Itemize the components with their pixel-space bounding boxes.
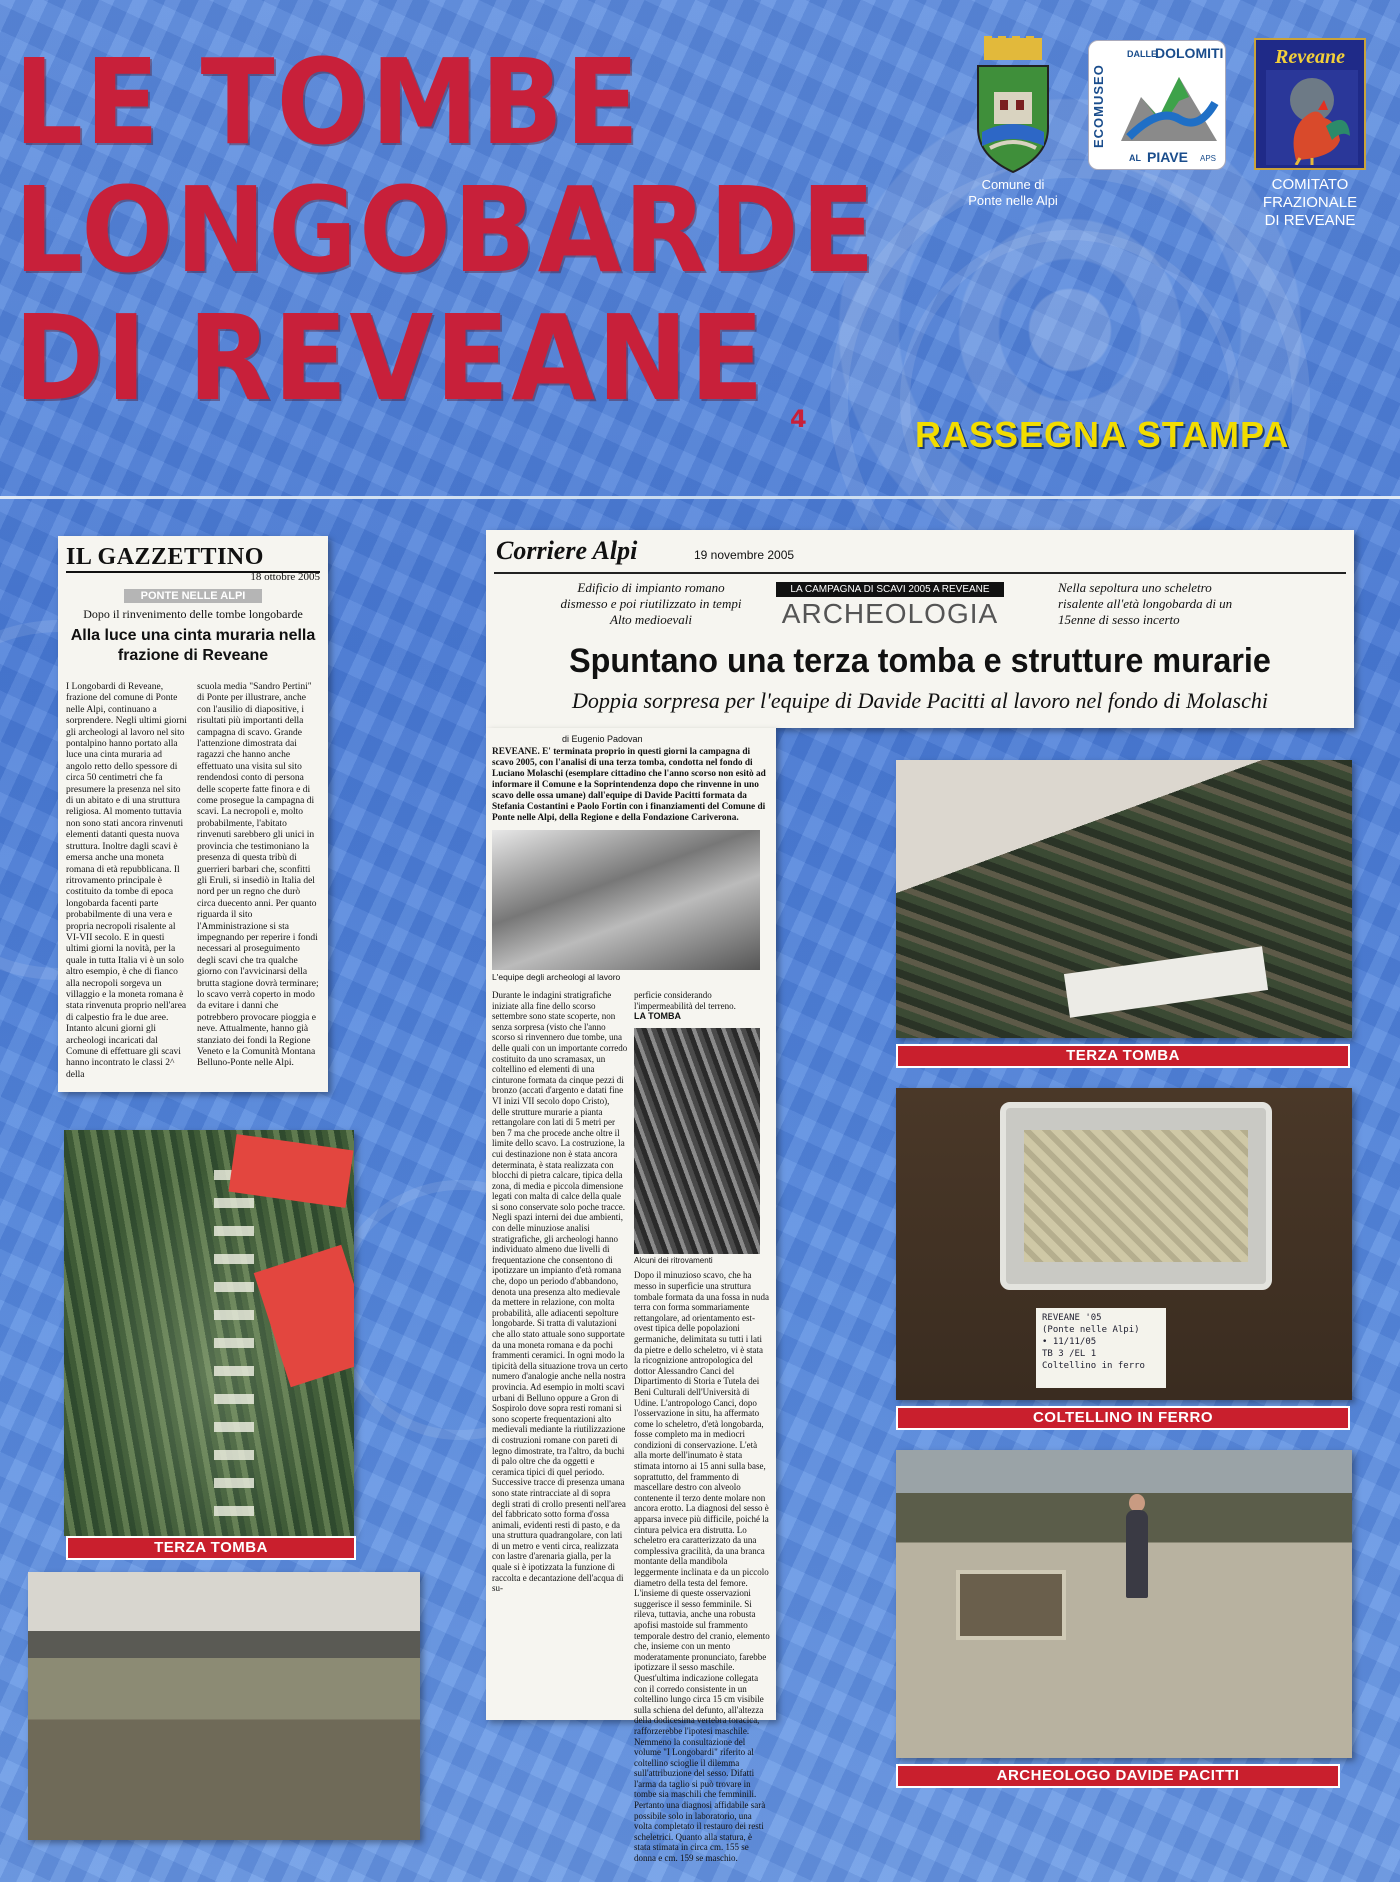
caption-terza-tomba-left: TERZA TOMBA [66, 1536, 356, 1560]
person [1126, 1510, 1148, 1598]
page-number: 4 [790, 405, 807, 433]
comune-caption: Ponte nelle Alpi [968, 193, 1058, 208]
corriere-column: Durante le indagini stratigrafiche iniziate alla fine dello scorso settembre sono state scoperte, non senza sorpresa (visto che l'anno scorso si rinvennero due tombe, una delle quali con un importante corredo costituito da uno scramasax, un coltellino ed elementi di una cinturone formata da cinque pezzi di bronzo (accati d'argento e datati fine VI inizi VII secolo dopo Cristo), delle strutture murarie a pianta rettangolare con lati di 5 metri per ben 7 ma che procede anche oltre il limite dello scavo. La costruzione, la cui destinazione non è stata ancora determinata, è stata realizzata con blocchi di pietra calcare, tipica della zona, di media e piccola dimensione legati con malta di calce della quale si sono conservate solo poche tracce. Negli spazi interni dei due ambienti, con delle minuziose analisi stratigrafiche, gli archeologi hanno individuato almeno due livelli di frequentazione che consentono di ipotizzare un impianto d'età romana che, dopo un periodo d'abbandono, denota una presenza alto medievale da mettere in relazione, con molta probabilità, alle adiacenti sepolture longobarde. Si tratta di valutazioni che allo stato attuale sono supportate da una moneta romana e da pochi frammenti ceramici. In ogni modo la tipicità della situazione trova un certo numero d'analogie anche nella nostra provincia. Ad esempio in molti scavi urbani di Belluno oppure a Gron di Sospirolo dove sopra resti romani si sono scoperte frequentazioni alto medievali mediante la riutilizzazione di costruzioni romane con pareti di legno dimostrate, tra l'altro, da buchi di palo oltre che da oggetti e ceramica tipici di quel periodo. Successive tracce di presenza umana sono state rintracciate al di sopra degli strati di crollo presenti nell'area del fabbricato sotto forma d'ossa animali, evidenti resti di pasto, e da una struttura quadrangolare, con lati di un metro e venti circa, realizzata con lastre d'arenaria gialla, per la quale si è ipotizzata la funzione di raccolta e decantazione dell'acqua di su- [492, 990, 628, 1594]
finds-photo [634, 1028, 760, 1254]
title-line: DI REVEANE [14, 289, 766, 427]
knife-photo [896, 1088, 1352, 1400]
ecomuseo-aps: APS [1200, 154, 1217, 163]
ecomuseo-map-icon [1119, 67, 1219, 147]
corriere-kicker-left: Edificio di impianto romano dismesso e poi riutilizzato in tempi Alto medioevali [560, 580, 742, 627]
corriere-article-header [486, 530, 1354, 728]
comune-caption: Comune di [981, 177, 1045, 192]
team-photo [492, 830, 760, 970]
title-line: LONGOBARDE [14, 161, 877, 299]
caption-coltellino: COLTELLINO IN FERRO [896, 1406, 1350, 1430]
corriere-kicker-right: Nella sepoltura uno scheletro risalente all'età longobarda di un 15enne di sesso incerto [1058, 580, 1233, 627]
gazzettino-masthead: IL GAZZETTINO [66, 544, 320, 573]
stone-slab [1064, 946, 1268, 1017]
rooster-icon [1266, 70, 1358, 165]
page-title [14, 33, 877, 427]
gazzettino-headline: Alla luce una cinta muraria nella frazione di Reveane [70, 627, 316, 664]
grave-photo-left [64, 1130, 354, 1536]
ecomuseo-dalle: DALLE [1127, 49, 1157, 59]
corriere-campaign-label: LA CAMPAGNA DI SCAVI 2005 A REVEANE [776, 582, 1004, 597]
corriere-masthead: Corriere Alpi [496, 536, 638, 565]
gazzettino-article [58, 536, 328, 1092]
ecomuseo-piave: PIAVE [1147, 149, 1188, 165]
gazzettino-date: 18 ottobre 2005 [250, 571, 320, 583]
corriere-headline: Spuntano una terza tomba e strutture murarie [569, 642, 1271, 680]
find-label-line: Coltellino in ferro [1042, 1361, 1145, 1371]
gazzettino-column: I Longobardi di Reveane, frazione del comune di Ponte nelle Alpi, continuano a sorprendere. Negli ultimi giorni gli archeologi al lavoro nel sito pontalpino hanno portato alla luce una cinta muraria ad angolo retto dello spessore di circa 50 centimetri che fa presumere la presenza nel sito di un abitato e di una struttura religiosa. Al momento tuttavia non sono stati ancora rinvenuti elementi datanti questa nuova struttura. Inoltre dagli scavi è emersa anche una moneta romana di età repubblicana. Il ritrovamento principale è costituito da tombe di epoca longobarda facenti parte probabilmente di una vera e propria necropoli risalente al VI-VII secolo. E in questi ultimi giorni la novità, per la quale in tutta Italia vi è un solo altro esempio, è che di fianco alla necropoli sorgeva un villaggio e la moneta romana è stata rinvenuta proprio nell'area di calpestio fra le due aree. Intanto alcuni giorni gli archeologi incaricati dal Comune di effettuare gli scavi hanno incontrato le classi 2^ della [66, 682, 187, 1080]
corriere-section: ARCHEOLOGIA [781, 598, 999, 629]
caption-archeologo: ARCHEOLOGO DAVIDE PACITTI [896, 1764, 1340, 1788]
corriere-column: perficie considerando l'impermeabilità del terreno. [634, 990, 736, 1011]
photo-caption: L'equipe degli archeologi al lavoro [492, 972, 621, 982]
red-marker [254, 1245, 354, 1388]
corriere-date: 19 novembre 2005 [694, 548, 795, 562]
caption-terza-tomba-right: TERZA TOMBA [896, 1044, 1350, 1068]
comitato-line: FRAZIONALE [1262, 194, 1358, 211]
coat-of-arms-icon [972, 36, 1054, 176]
stone-outline [214, 1170, 254, 1530]
gazzettino-section: PONTE NELLE ALPI [124, 589, 262, 603]
archaeologist-photo [896, 1450, 1352, 1758]
find-label-line: (Ponte nelle Alpi) [1042, 1325, 1140, 1335]
comitato-line: DI REVEANE [1264, 212, 1356, 229]
corriere-article-body [486, 728, 776, 1864]
photo-caption: Alcuni dei ritrovamenti [634, 1255, 713, 1265]
ecomuseo-al: AL [1129, 153, 1141, 163]
grave-photo-right [896, 760, 1352, 1038]
divider [494, 572, 1346, 574]
ecomuseo-dolomiti: DOLOMITI [1155, 45, 1224, 61]
find-label-line: REVEANE '05 [1042, 1313, 1102, 1323]
corriere-subheadline: Doppia sorpresa per l'equipe di Davide Pacitti al lavoro nel fondo di Molaschi [572, 688, 1268, 713]
title-line: LE TOMBE [14, 33, 642, 171]
corriere-subhead: LA TOMBA [634, 1011, 681, 1022]
gazzettino-column: scuola media "Sandro Pertini" di Ponte per illustrare, anche con l'ausilio di diapositive, i risultati più importanti della campagna di scavo. Grande l'attenzione dimostrata dai ragazzi che hanno anche effettuato una visita sul sito rendendosi conto di persona delle scoperte fatte finora e di come prosegue la campagna di scavi. La necropoli e, molto probabilmente, l'abitato rinvenuti sarebbero gli unici in provincia che testimoniano la presenza di questa tribù di guerrieri barbari che, sconfitti gli Eruli, si insediò in Italia del nord per un regno che durò circa duecento anni. Per quanto riguarda il sito l'Amministrazione si sta impegnando per reperire i fondi necessari al proseguimento degli scavi che tra qualche giorno con l'avvicinarsi della brutta stagione dovrà terminare; lo scavo verrà coperto in modo da evitare i danni che potrebbero provocare pioggia e neve. Attualmente, hanno già stanziato dei fondi la Regione Veneto e la Comunità Montana Belluno-Ponte nelle Alpi. [197, 682, 319, 1069]
gazzettino-kicker: Dopo il rinvenimento delle tombe longobarde [83, 607, 303, 621]
corriere-byline: di Eugenio Padovan [562, 734, 643, 744]
hanging-string [0, 496, 1400, 499]
find-label-line: TB 3 /EL 1 [1042, 1349, 1097, 1359]
background-carving [900, 230, 1240, 570]
reveane-logo-text: Reveane [1275, 46, 1345, 68]
comune-logo [968, 36, 1058, 208]
finds-tray [1000, 1102, 1272, 1290]
excavation-pit [956, 1570, 1066, 1640]
excavation-site-photo [28, 1572, 420, 1840]
find-label-line: • 11/11/05 [1042, 1337, 1097, 1347]
find-label [1036, 1308, 1166, 1388]
corriere-column: Dopo il minuzioso scavo, che ha messo in superficie una struttura tombale formata da una fossa in nuda terra con forma sommariamente rettangolare, ad orientamento est-ovest tipica delle popolazioni germaniche, delimitata su tutti i lati da pietre e dello scheletro, vi è stata la ricognizione antropologica del dottor Alessandro Canci del Dipartimento di Storia e Tutela dei Beni Culturali dell'Università di Udine. L'antropologo Canci, dopo l'osservazione in situ, ha affermato come lo scheletro, d'età longobarda, fosse completo ma in mediocri condizioni di conservazione. L'età alla morte dell'inumato è stata stimata intorno ai 15 anni sulla base, soprattutto, del frammento di mascellare destro con alveolo contenente il terzo dente molare non ancora erotto. La diagnosi del sesso è apparsa invece più difficile, poiché la cintura pelvica era distrutta. Lo scheletro era caratterizzato da una complessiva gracilità, da una branca montante della mandibola leggermente inclinata e da un piccolo diametro della testa del femore. L'insieme di queste osservazioni suggerisce il sesso femminile. Si rileva, tuttavia, anche una robusta apofisi mastoide sul frammento temporale destro del cranio, elemento che, insieme con un mento moderatamente pronunciato, farebbe ipotizzare il sesso maschile. Quest'ultima indicazione collegata con il corredo consistente in un coltellino lungo circa 15 cm visibile sulla schiena del defunto, all'altezza della dodicesima vertebra toracica, rafforzerebbe l'ipotesi maschile. Nemmeno la consultazione del volume "I Longobardi" riferito al coltellino scioglie il dilemma sull'attribuzione del sesso. Difatti l'arma da taglio si può trovare in tombe sia maschili che femminili. Pertanto una diagnosi affidabile sarà possibile solo in laboratorio, una volta completato il restauro dei resti scheletrici. Quanto alla statura, è stata stimata in circa cm. 155 se donna e cm. 159 se maschio. [634, 1270, 770, 1864]
comitato-caption [1244, 176, 1376, 230]
ecomuseo-vertical-text: ECOMUSEO [1091, 64, 1106, 148]
reveane-logo [1254, 38, 1366, 170]
section-title: RASSEGNA STAMPA [915, 414, 1290, 455]
corriere-lead: REVEANE. E' terminata proprio in questi giorni la campagna di scavo 2005, con l'analisi di una terza tomba, condotta nel fondo di Luciano Molaschi (esemplare cittadino che l'anno scorso non esitò ad informare il Comune e la Soprintendenza dopo che rinvenne in uno scavo delle ossa umane) dall'equipe di Davide Pacitti formata da Stefania Costantini e Paolo Fortin con i finanziamenti del Comune di Ponte nelle Alpi, della Regione e della Fondazione Cariverona. [492, 747, 766, 823]
ecomuseo-logo [1088, 40, 1226, 170]
comitato-line: COMITATO [1271, 176, 1349, 193]
